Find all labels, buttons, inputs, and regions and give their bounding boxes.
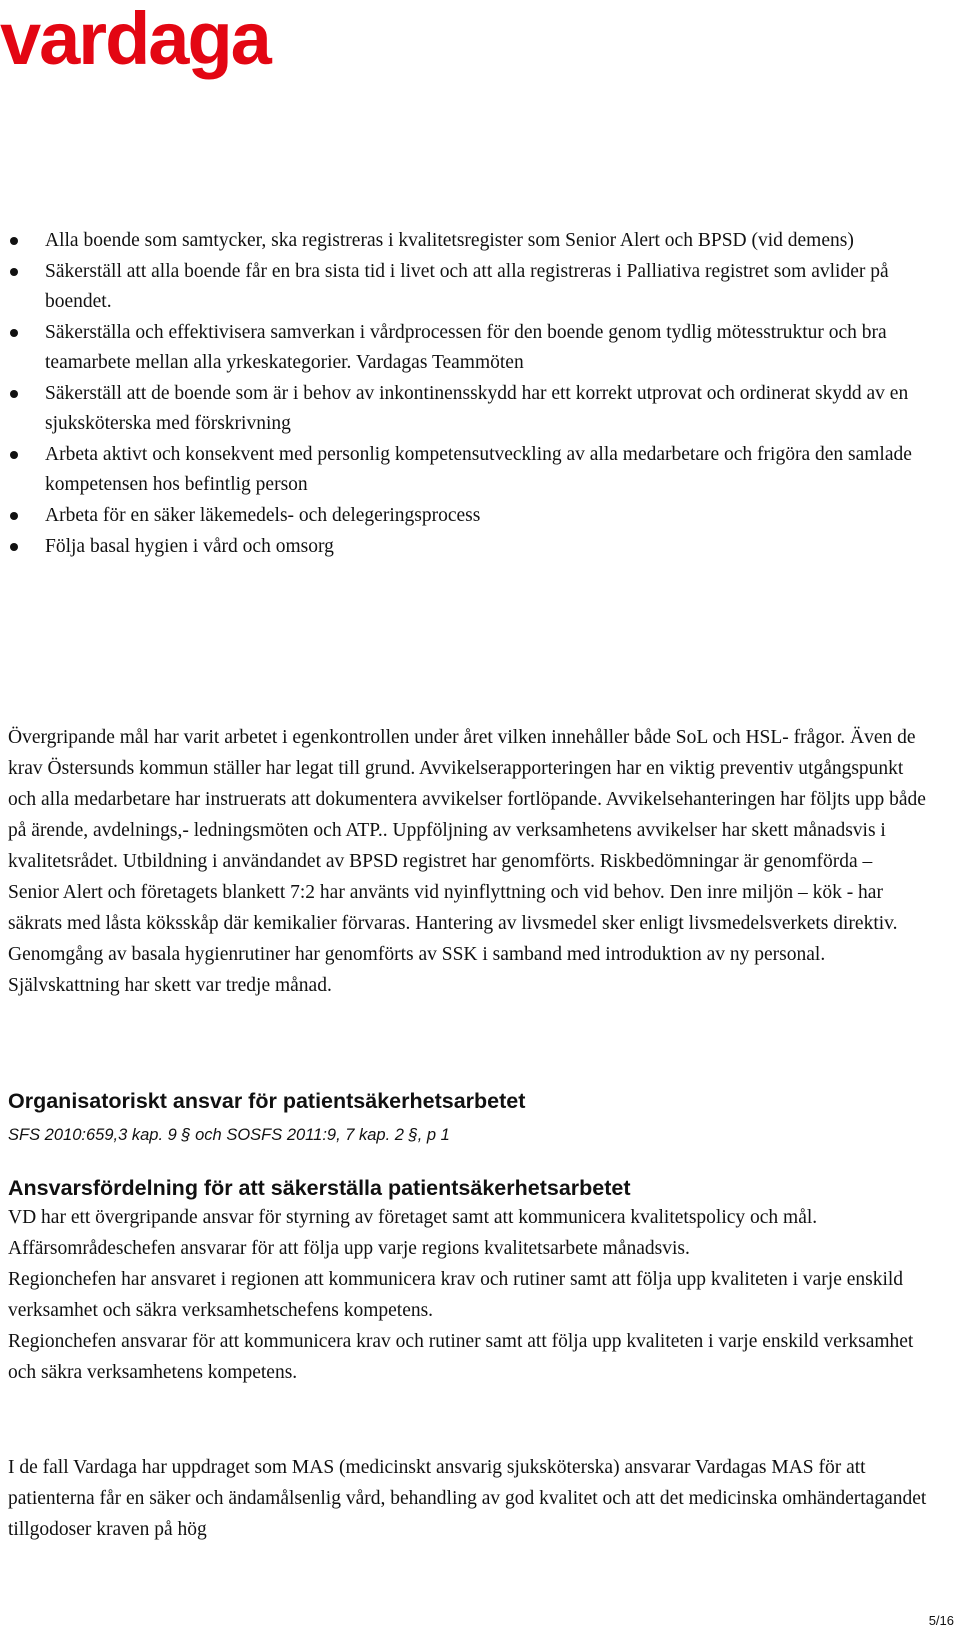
responsibility-line: Regionchefen ansvarar för att kommunicera krav och rutiner samt att följa upp kvaliteten i varje enskild verksamhet och säkra verksamhetens kompetens. (8, 1331, 914, 1383)
bullet-item: Säkerställ att alla boende får en bra sista tid i livet och att alla registreras i Palliativa registret som avlider på boendet. (0, 257, 930, 317)
bullet-item: Följa basal hygien i vård och omsorg (0, 532, 930, 562)
bullet-item: Säkerställ att de boende som är i behov av inkontinensskydd har ett korrekt utprovat och ordinerat skydd av en sjuksköterska med förskrivning (0, 379, 930, 439)
section-heading: Organisatoriskt ansvar för patientsäkerhetsarbetet (8, 1089, 526, 1113)
responsibility-line: Affärsområdeschefen ansvarar för att följa upp varje regions kvalitetsarbete månadsvis. (8, 1238, 690, 1259)
bullet-item: Arbeta aktivt och konsekvent med personlig kompetensutveckling av alla medarbetare och frigöra den samlade kompetensen hos befintlig person (0, 440, 930, 500)
self-control-paragraph: Övergripande mål har varit arbetet i egenkontrollen under året vilken innehåller både SoL och HSL- frågor. Även de krav Östersunds kommun ställer har legat till grund. Avvikelserapporteringen har en viktig preventiv utgångspunkt och alla medarbetare har instruerats att dokumentera avvikelser fortlöpande. Avvikelsehanteringen har följts upp både på ärende, avdelnings,- ledningsmöten och ATP.. Uppföljning av verksamhetens avvikelser har skett månadsvis i kvalitetsrådet. Utbildning i användandet av BPSD registret har genomförts. Riskbedömningar är genomförda – Senior Alert och företagets blankett 7:2 har använts vid nyinflyttning och vid behov. Den inre miljön – kök - har säkrats med låsta köksskåp där kemikalier förvaras. Hantering av livsmedel sker enligt livsmedelsverkets direktiv. Genomgång av basala hygienrutiner har genomförts av SSK i samband med introduktion av ny personal. Självskattning har skett var tredje månad. (8, 727, 926, 996)
responsibility-line: VD har ett övergripande ansvar för styrning av företaget samt att kommunicera kvalitetspolicy och mål. (8, 1207, 818, 1228)
mas-paragraph: I de fall Vardaga har uppdraget som MAS (medicinskt ansvarig sjuksköterska) ansvarar Vardagas MAS för att patienterna får en säker och ändamålsenlig vård, behandling av god kvalitet och att det medicinska omhändertagandet tillgodoser kraven på hög (8, 1457, 927, 1540)
responsibility-text (8, 1202, 928, 1388)
responsibility-line: Regionchefen har ansvaret i regionen att kommunicera krav och rutiner samt att följa upp kvaliteten i varje enskild verksamhet och säkra verksamhetschefens kompetens. (8, 1269, 904, 1321)
bullet-item: Arbeta för en säker läkemedels- och delegeringsprocess (0, 501, 930, 531)
page-number: 5/16 (928, 1613, 954, 1628)
vardaga-logo (0, 2, 310, 86)
goals-bullet-list (0, 226, 930, 563)
subsection-heading: Ansvarsfördelning för att säkerställa patientsäkerhetsarbetet (8, 1176, 631, 1200)
bullet-item: Alla boende som samtycker, ska registreras i kvalitetsregister som Senior Alert och BPSD (vid demens) (0, 226, 930, 256)
svg-text:vardaga: vardaga (0, 2, 270, 80)
bullet-item: Säkerställa och effektivisera samverkan i vårdprocessen för den boende genom tydlig mötesstruktur och bra teamarbete mellan alla yrkeskategorier. Vardagas Teammöten (0, 318, 930, 378)
legal-reference: SFS 2010:659,3 kap. 9 § och SOSFS 2011:9, 7 kap. 2 §, p 1 (8, 1126, 450, 1144)
